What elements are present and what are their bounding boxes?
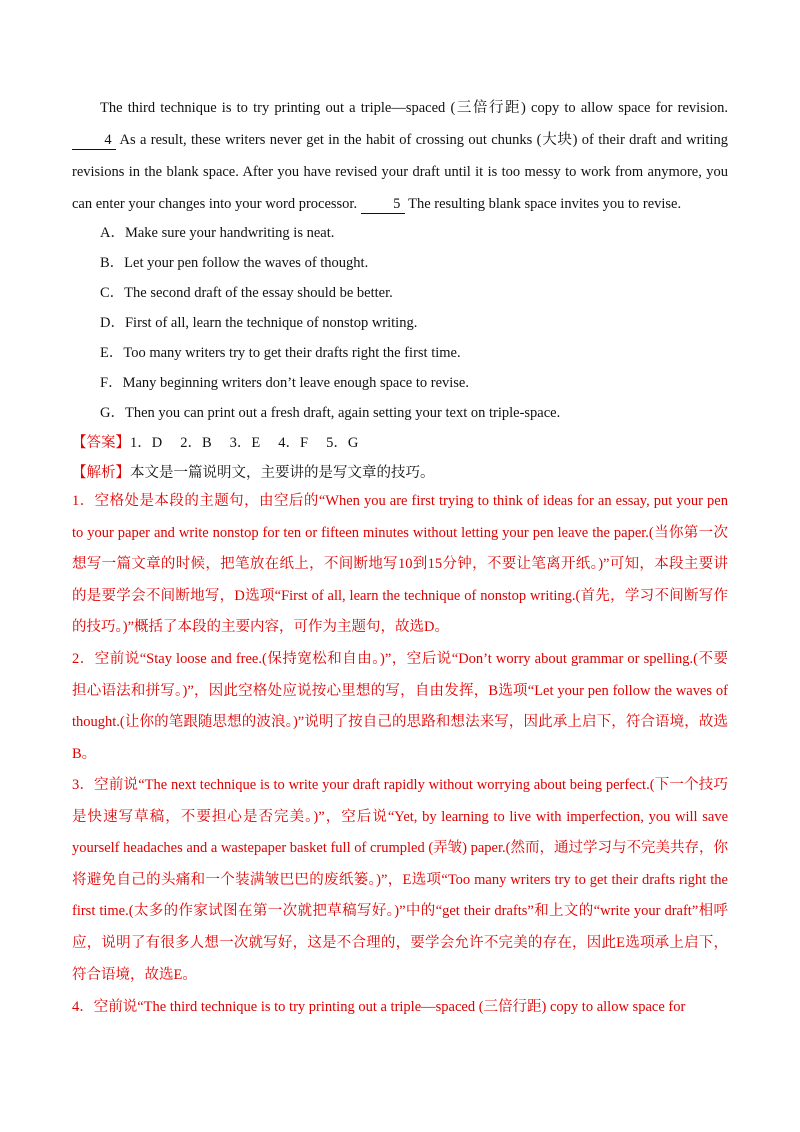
passage-sentence-2: As a result, these writers never get in the habit of crossing out chunks (大块) of their draft and writing revisions in the blank space. After you have revised your draft until it is too messy to work from anymore, you can enter your changes into your word processor. [72, 132, 728, 212]
option-a: A．Make sure your handwriting is neat. [100, 225, 335, 241]
answer-item: 5．G [326, 435, 359, 451]
analysis-point-2: 2．空前说“Stay loose and free.(保持宽松和自由。)”，空后说“Don’t worry about grammar or spelling.(不要担心语法和拼写。)”，因此空格处应说按心里想的写，自由发挥，B选项“Let your pen follow the waves of thought.(让你的笔跟随思想的波浪。)”说明了按自己的思路和想法来写，因此承上启下，符合语境，故选B。 [72, 651, 728, 762]
passage-sentence-3: The resulting blank space invites you to revise. [408, 196, 682, 212]
option-e: E．Too many writers try to get their drafts right the first time. [100, 345, 461, 361]
answer-item: 2．B [180, 435, 212, 451]
analysis-point-1: 1．空格处是本段的主题句，由空后的“When you are first trying to think of ideas for an essay, put your pen to your paper and write nonstop for ten or fifteen minutes without letting your pen leave the paper.(当你第一次想写一篇文章的时候，把笔放在纸上，不间断地写10到15分钟，不要让笔离开纸。)”可知，本段主要讲的是要学会不间断地写，D选项“First of all, learn the technique of nonstop writing.(首先，学习不间断写作的技巧。)”概括了本段的主要内容，可作为主题句，故选D。 [72, 493, 728, 636]
answer-item: 4．F [278, 435, 309, 451]
passage-sentence-1: The third technique is to try printing out a triple—spaced (三倍行距) copy to allow space for revision. [100, 100, 728, 116]
answer-label: 【答案】 [72, 435, 130, 451]
answer-line [72, 433, 728, 453]
analysis-intro: 本文是一篇说明文，主要讲的是写文章的技巧。 [130, 465, 435, 481]
blank-4: 4 [72, 131, 116, 150]
blank-5: 5 [361, 195, 405, 214]
analysis-point-4: 4．空前说“The third technique is to try printing out a triple—spaced (三倍行距) copy to allow space for [72, 999, 686, 1015]
passage-paragraph [72, 92, 728, 220]
option-b: B．Let your pen follow the waves of thought. [100, 255, 369, 271]
option-g: G．Then you can print out a fresh draft, again setting your text on triple-space. [100, 405, 561, 421]
analysis-intro-line [72, 463, 728, 483]
answer-item: 3．E [229, 435, 261, 451]
answer-item: 1．D [130, 435, 163, 451]
option-d: D．First of all, learn the technique of nonstop writing. [100, 315, 418, 331]
analysis-label: 【解析】 [72, 465, 130, 481]
analysis-point-3: 3．空前说“The next technique is to write your draft rapidly without worrying about being perfect.(下一个技巧是快速写草稿，不要担心是否完美。)”，空后说“Yet, by learning to live with imperfection, you will save yourself headaches and a wastepaper basket full of crumpled (弄皱) paper.(然而，通过学习与不完美共存，你将避免自己的头痛和一个装满皱巴巴的废纸篓。)”，E选项“Too many writers try to get their drafts right the first time.(太多的作家试图在第一次就把草稿写好。)”中的“get their drafts”和上文的“write your draft”相呼应，说明了有很多人想一次就写好，这是不合理的，要学会允许不完美的存在，因此E选项承上启下，符合语境，故选E。 [72, 777, 728, 983]
option-f: F．Many beginning writers don’t leave enough space to revise. [100, 375, 469, 391]
option-c: C．The second draft of the essay should be better. [100, 285, 393, 301]
